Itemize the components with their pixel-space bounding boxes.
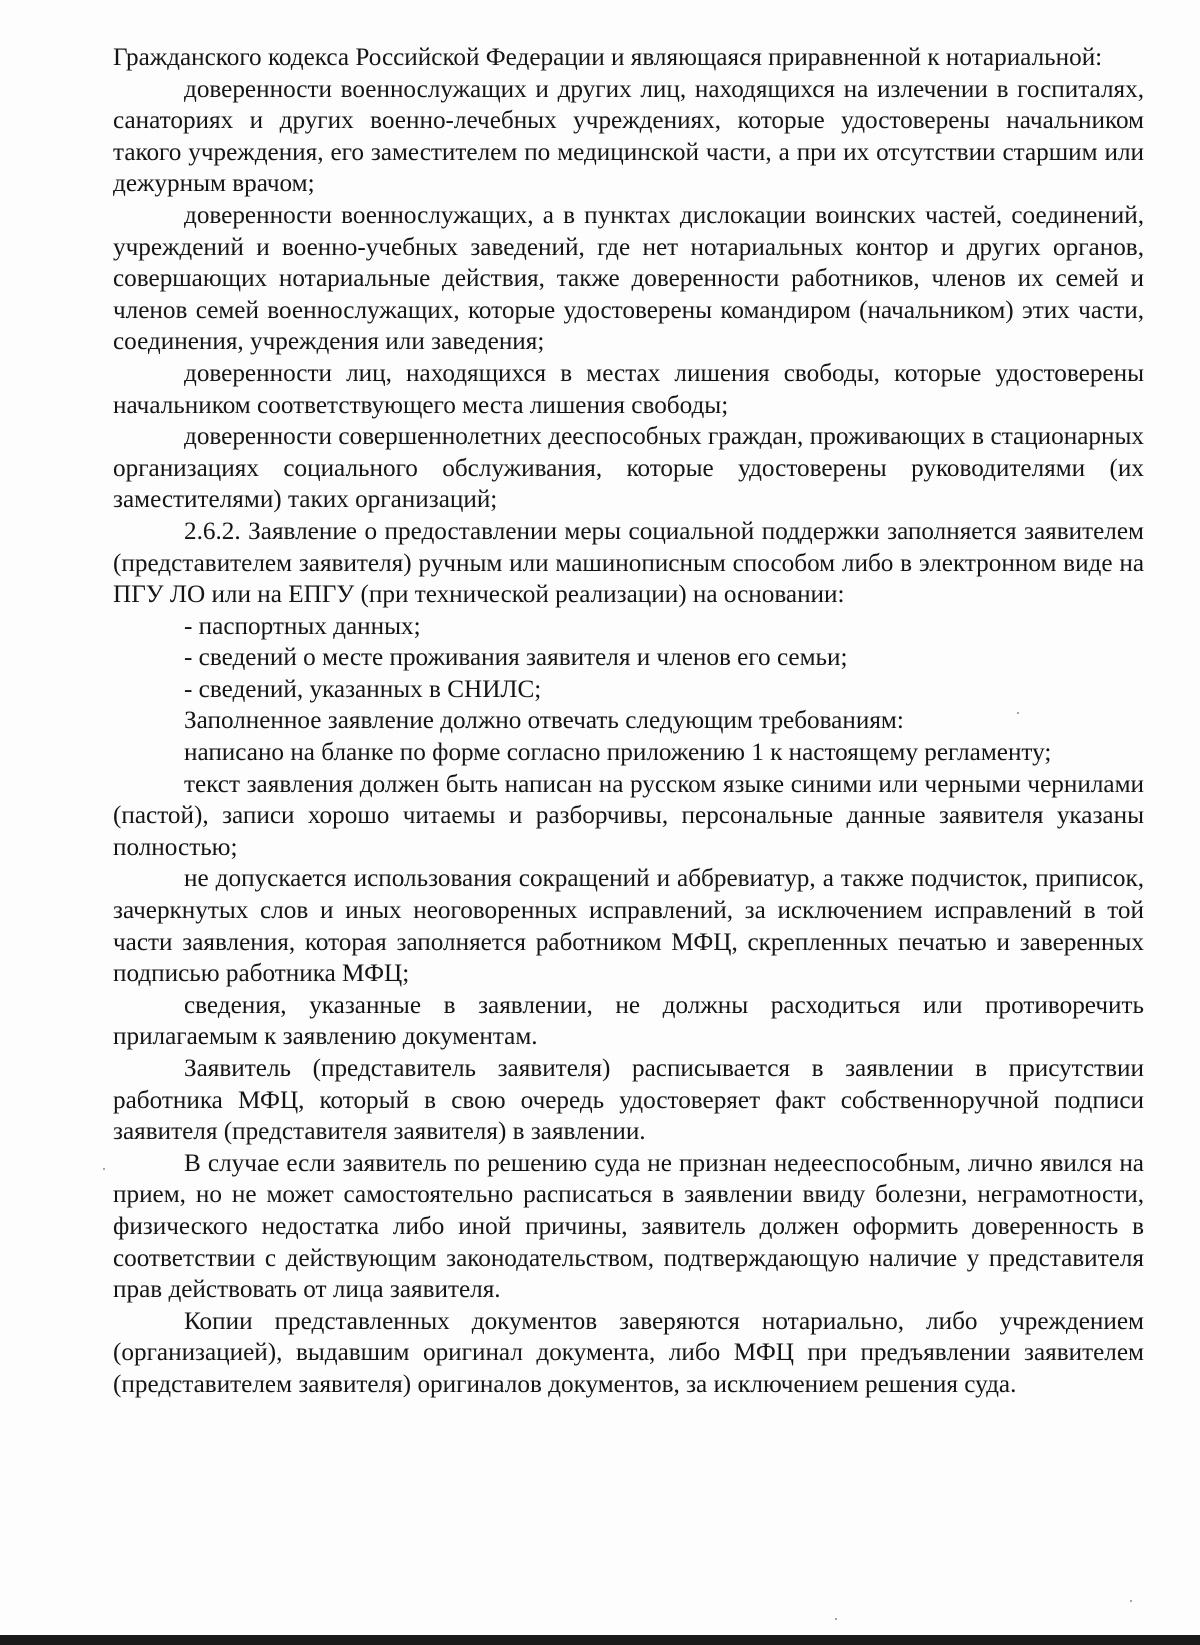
paragraph-section-2-6-2: 2.6.2. Заявление о предоставлении меры социальной поддержки заполняется заявителем (представителем заявителя) ручным или машинописным способом либо в электронном виде на ПГУ ЛО или на ЕПГУ (при технической реализации) на основании:	[113, 517, 1144, 609]
scan-speck	[103, 1168, 105, 1170]
scan-speck	[1017, 712, 1019, 714]
paragraph-proxy-military-hospitals: доверенности военнослужащих и других лиц, находящихся на излечении в госпиталях, санаториях и других военно-лечебных учреждениях, которые удостоверены начальником такого учреждения, его заместителем по медицинской части, а при их отсутствии старшим или дежурным врачом;	[113, 75, 1144, 198]
list-item-snils: - сведений, указанных в СНИЛС;	[184, 675, 542, 703]
paragraph-continuation: Гражданского кодекса Российской Федерации и являющаяся приравненной к нотариальной:	[113, 44, 1103, 71]
scan-speck	[835, 1618, 837, 1620]
document-body	[113, 42, 1144, 1401]
paragraph-requirement-language: текст заявления должен быть написан на русском языке синими или черными чернилами (пастой), записи хорошо читаемы и разборчивы, персональные данные заявителя указаны полностью;	[113, 770, 1144, 861]
list-item-passport: - паспортных данных;	[184, 612, 421, 640]
paragraph-requirement-form: написано на бланке по форме согласно приложению 1 к настоящему регламенту;	[184, 739, 1052, 767]
scan-speck	[1130, 1600, 1132, 1602]
scan-bottom-edge	[0, 1635, 1200, 1645]
paragraph-copies: Копии представленных документов заверяются нотариально, либо учреждением (организацией), выдавшим оригинал документа, либо МФЦ при предъявлении заявителем (представителем заявителя) оригиналов документов, за исключением решения суда.	[113, 1307, 1144, 1398]
paragraph-requirement-consistency: сведения, указанные в заявлении, не должны расходиться или противоречить прилагаемым к заявлению документам.	[113, 991, 1144, 1051]
paragraph-signature: Заявитель (представитель заявителя) расписывается в заявлении в присутствии работника МФЦ, который в свою очередь удостоверяет факт собственноручной подписи заявителя (представителя заявителя) в заявлении.	[113, 1055, 1144, 1146]
paragraph-requirements-intro: Заполненное заявление должно отвечать следующим требованиям:	[184, 707, 904, 735]
paragraph-proxy-detention: доверенности лиц, находящихся в местах лишения свободы, которые удостоверены начальником соответствующего места лишения свободы;	[113, 359, 1144, 419]
paragraph-requirement-abbreviations: не допускается использования сокращений и аббревиатур, а также подчисток, приписок, зачеркнутых слов и иных неоговоренных исправлений, за исключением исправлений в той части заявления, которая заполняется работником МФЦ, скрепленных печатью и заверенных подписью работника МФЦ;	[113, 865, 1144, 988]
paragraph-proxy-military-units: доверенности военнослужащих, а в пунктах дислокации воинских частей, соединений, учреждений и военно-учебных заведений, где нет нотариальных контор и других органов, совершающих нотариальные действия, также доверенности работников, членов их семей и членов семей военнослужащих, которые удостоверены командиром (начальником) этих части, соединения, учреждения или заведения;	[113, 201, 1144, 356]
paragraph-proxy-social-care: доверенности совершеннолетних дееспособных граждан, проживающих в стационарных организациях социального обслуживания, которые удостоверены руководителями (их заместителями) таких организаций;	[113, 423, 1144, 514]
paragraph-incapacity: В случае если заявитель по решению суда не признан недееспособным, лично явился на прием, но не может самостоятельно расписаться в заявлении ввиду болезни, неграмотности, физического недостатка либо иной причины, заявитель должен оформить доверенность в соответствии с действующим законодательством, подтверждающую наличие у представителя прав действовать от лица заявителя.	[113, 1149, 1144, 1304]
list-item-residence: - сведений о месте проживания заявителя и членов его семьи;	[184, 644, 848, 672]
